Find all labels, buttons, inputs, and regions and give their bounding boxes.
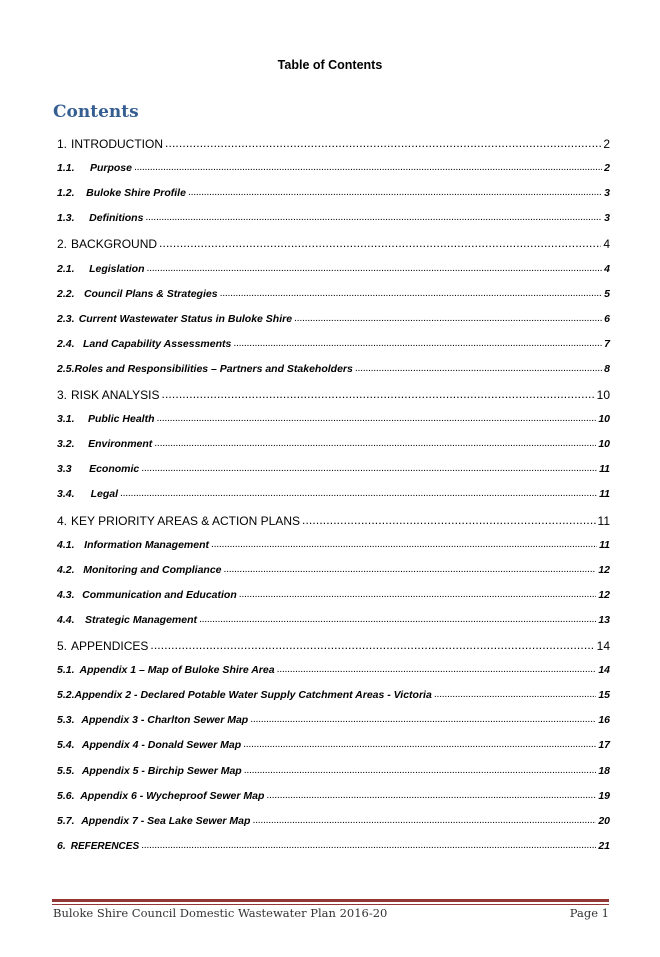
toc-section-entry[interactable] [57, 137, 610, 151]
toc-dot-leader [266, 789, 596, 801]
toc-entry-page: 5 [604, 287, 610, 300]
toc-entry-number: 3.2. [57, 438, 75, 451]
toc-subsection-entry[interactable] [57, 438, 610, 450]
toc-subsection-entry[interactable] [57, 363, 610, 375]
toc-entry-page: 10 [598, 438, 610, 451]
toc-entry-page: 13 [598, 613, 610, 626]
toc-subsection-entry[interactable] [57, 488, 610, 500]
toc-entry-title: Definitions [89, 212, 144, 225]
toc-entry-page: 18 [598, 764, 610, 777]
toc-subsection-entry[interactable] [57, 162, 610, 174]
toc-entry-title: Appendix 5 - Birchip Sewer Map [81, 764, 242, 777]
toc-dot-leader [159, 236, 601, 250]
toc-subsection-entry[interactable] [57, 212, 610, 224]
toc-entry-title: Public Health [87, 413, 155, 426]
toc-entry-number: 1.1. [57, 162, 75, 175]
toc-entry-title: Appendix 2 - Declared Potable Water Supply Catchment Areas - Victoria [74, 689, 432, 702]
toc-entry-number: 2.3. [57, 312, 75, 325]
toc-dot-leader [211, 538, 597, 550]
toc-entry-title: Appendix 6 - Wycheproof Sewer Map [80, 789, 265, 802]
toc-entry-page: 21 [598, 839, 610, 852]
toc-entry-number: 4.2. [57, 563, 75, 576]
toc-entry-page: 3 [604, 187, 610, 200]
toc-subsection-entry[interactable] [57, 413, 610, 425]
toc-subsection-entry[interactable] [57, 739, 610, 751]
toc-entry-number: 2.1. [57, 262, 75, 275]
toc-dot-leader [162, 387, 595, 401]
toc-entry-number: 1.3. [57, 212, 75, 225]
toc-entry-page: 4 [604, 262, 610, 275]
toc-subsection-entry[interactable] [57, 790, 610, 802]
toc-entry-title: Environment [88, 438, 153, 451]
toc-dot-leader [120, 487, 597, 499]
toc-entry-page: 19 [598, 789, 610, 802]
toc-dot-leader [188, 186, 602, 198]
toc-subsection-entry[interactable] [57, 815, 610, 827]
toc-dot-leader [199, 613, 596, 625]
toc-subsection-entry[interactable] [57, 338, 610, 350]
toc-entry-number: 5.2. [57, 689, 75, 702]
toc-entry-page: 20 [598, 814, 610, 827]
toc-dot-leader [224, 563, 597, 575]
toc-section-entry[interactable] [57, 388, 610, 402]
toc-entry-title: Legal [90, 488, 119, 501]
toc-entry-title: Council Plans & Strategies [83, 287, 218, 300]
toc-entry-number: 4.3. [57, 588, 75, 601]
toc-entry-title: Appendix 4 - Donald Sewer Map [81, 739, 242, 752]
toc-dot-leader [294, 312, 602, 324]
toc-entry-title: Economic [89, 463, 140, 476]
toc-entry-title: Appendix 1 – Map of Buloke Shire Area [79, 664, 275, 677]
toc-entry-page: 12 [598, 588, 610, 601]
toc-entry-title: Purpose [89, 162, 132, 175]
toc-dot-leader [302, 513, 596, 527]
toc-dot-leader [150, 638, 594, 652]
toc-entry-page: 17 [598, 739, 610, 752]
toc-subsection-entry[interactable] [57, 564, 610, 576]
toc-entry-number: 5. [57, 639, 68, 653]
toc-entry-title: BACKGROUND [71, 237, 158, 252]
toc-subsection-entry[interactable] [57, 614, 610, 626]
toc-entry-title: Buloke Shire Profile [86, 187, 186, 200]
toc-dot-leader [434, 688, 597, 700]
toc-subsection-entry[interactable] [57, 765, 610, 777]
toc-entry-number: 5.4. [57, 739, 75, 752]
toc-entry-title: Monitoring and Compliance [83, 563, 222, 576]
toc-dot-leader [165, 136, 601, 150]
toc-entry-page: 8 [604, 362, 610, 375]
toc-entry-number: 3.4. [57, 488, 75, 501]
toc-dot-leader [277, 663, 597, 675]
toc-entry-title: Land Capability Assessments [82, 337, 232, 350]
toc-entry-number: 2.4. [57, 337, 75, 350]
toc-dot-leader [154, 437, 596, 449]
toc-section-entry[interactable] [57, 639, 610, 653]
toc-entry-page: 14 [596, 639, 610, 653]
toc-entry-title: Legislation [89, 262, 145, 275]
toc-entry-title: Current Wastewater Status in Buloke Shire [78, 312, 293, 325]
toc-subsection-entry[interactable] [57, 539, 610, 551]
toc-dot-leader [156, 412, 596, 424]
toc-entry-number: 3.3 [57, 463, 72, 476]
toc-entry-page: 14 [598, 664, 610, 677]
toc-entry-title: Information Management [84, 538, 210, 551]
toc-entry-page: 11 [597, 513, 610, 528]
toc-section-entry[interactable] [57, 237, 610, 251]
toc-dot-leader [239, 588, 597, 600]
toc-dot-leader [141, 839, 596, 851]
footer-page-number: Page 1 [569, 906, 609, 920]
toc-entry-page: 11 [599, 488, 610, 501]
toc-entry-page: 12 [598, 563, 610, 576]
toc-entry-number: 5.5. [57, 764, 75, 777]
toc-subsection-entry[interactable] [57, 589, 610, 601]
toc-entry-page: 11 [599, 538, 610, 551]
toc-subsection-entry[interactable] [57, 313, 610, 325]
toc-entry-page: 7 [604, 337, 610, 350]
toc-entry-title: KEY PRIORITY AREAS & ACTION PLANS [71, 513, 300, 528]
toc-entry-title: Communication and Education [82, 588, 237, 601]
toc-entry-page: 15 [598, 689, 610, 702]
toc-entry-number: 4.4. [57, 613, 75, 626]
toc-entry-page: 10 [596, 388, 610, 402]
toc-dot-leader [243, 738, 596, 750]
toc-dot-leader [147, 262, 603, 274]
toc-dot-leader [355, 362, 602, 374]
footer-rule [52, 899, 609, 902]
toc-entry-title: Appendix 3 - Charlton Sewer Map [81, 714, 249, 727]
toc-entry-page: 11 [599, 463, 610, 476]
toc-entry-title: Roles and Responsibilities – Partners and Stakeholders [74, 362, 353, 375]
toc-entry-number: 3. [57, 388, 68, 402]
toc-entry-page: 6 [604, 312, 610, 325]
toc-entry-title: INTRODUCTION [71, 137, 164, 151]
toc-dot-leader [141, 462, 597, 474]
toc-subsection-entry[interactable] [57, 187, 610, 199]
toc-entry-title: APPENDICES [71, 639, 149, 653]
toc-entry-number: 4. [57, 513, 68, 528]
footer-rule-thin [52, 904, 609, 905]
toc-dot-leader [145, 211, 602, 223]
toc-section-entry[interactable] [57, 514, 610, 528]
toc-dot-leader [220, 287, 603, 299]
toc-subsection-entry[interactable] [57, 689, 610, 701]
document-title: Table of Contents [277, 58, 383, 72]
toc-entry-title: RISK ANALYSIS [71, 388, 160, 402]
toc-entry-number: 2.5. [57, 362, 75, 375]
toc-entry-number: 6. [57, 839, 66, 852]
toc-entry-number: 5.1. [57, 664, 75, 677]
contents-heading: Contents [53, 102, 139, 122]
toc-entry-number: 5.3. [57, 714, 75, 727]
toc-subsection-entry[interactable] [57, 714, 610, 726]
toc-dot-leader [252, 814, 596, 826]
toc-entry-number: 4.1. [57, 538, 75, 551]
toc-entry-number: 3.1. [57, 413, 75, 426]
toc-entry-number: 2.2. [57, 287, 75, 300]
toc-subsection-entry[interactable] [57, 840, 610, 852]
toc-entry-title: Strategic Management [84, 613, 197, 626]
toc-entry-number: 5.6. [57, 789, 75, 802]
toc-entry-number: 2. [57, 237, 68, 252]
toc-entry-page: 2 [603, 137, 610, 151]
toc-dot-leader [233, 337, 602, 349]
toc-entry-title: Appendix 7 - Sea Lake Sewer Map [81, 814, 251, 827]
toc-dot-leader [244, 764, 597, 776]
toc-entry-title: REFERENCES [70, 840, 140, 852]
footer-document-name: Buloke Shire Council Domestic Wastewater Plan 2016-20 [53, 906, 388, 920]
toc-subsection-entry[interactable] [57, 463, 610, 475]
toc-dot-leader [134, 161, 602, 173]
toc-subsection-entry[interactable] [57, 664, 610, 676]
toc-entry-page: 10 [598, 413, 610, 426]
toc-subsection-entry[interactable] [57, 263, 610, 275]
toc-entry-number: 1. [57, 137, 68, 151]
toc-entry-page: 4 [603, 237, 610, 252]
toc-entry-number: 1.2. [57, 187, 75, 200]
toc-entry-page: 3 [604, 212, 610, 225]
toc-entry-page: 16 [598, 714, 610, 727]
toc-entry-number: 5.7. [57, 814, 75, 827]
toc-entry-page: 2 [604, 162, 610, 175]
toc-subsection-entry[interactable] [57, 288, 610, 300]
toc-dot-leader [250, 713, 596, 725]
